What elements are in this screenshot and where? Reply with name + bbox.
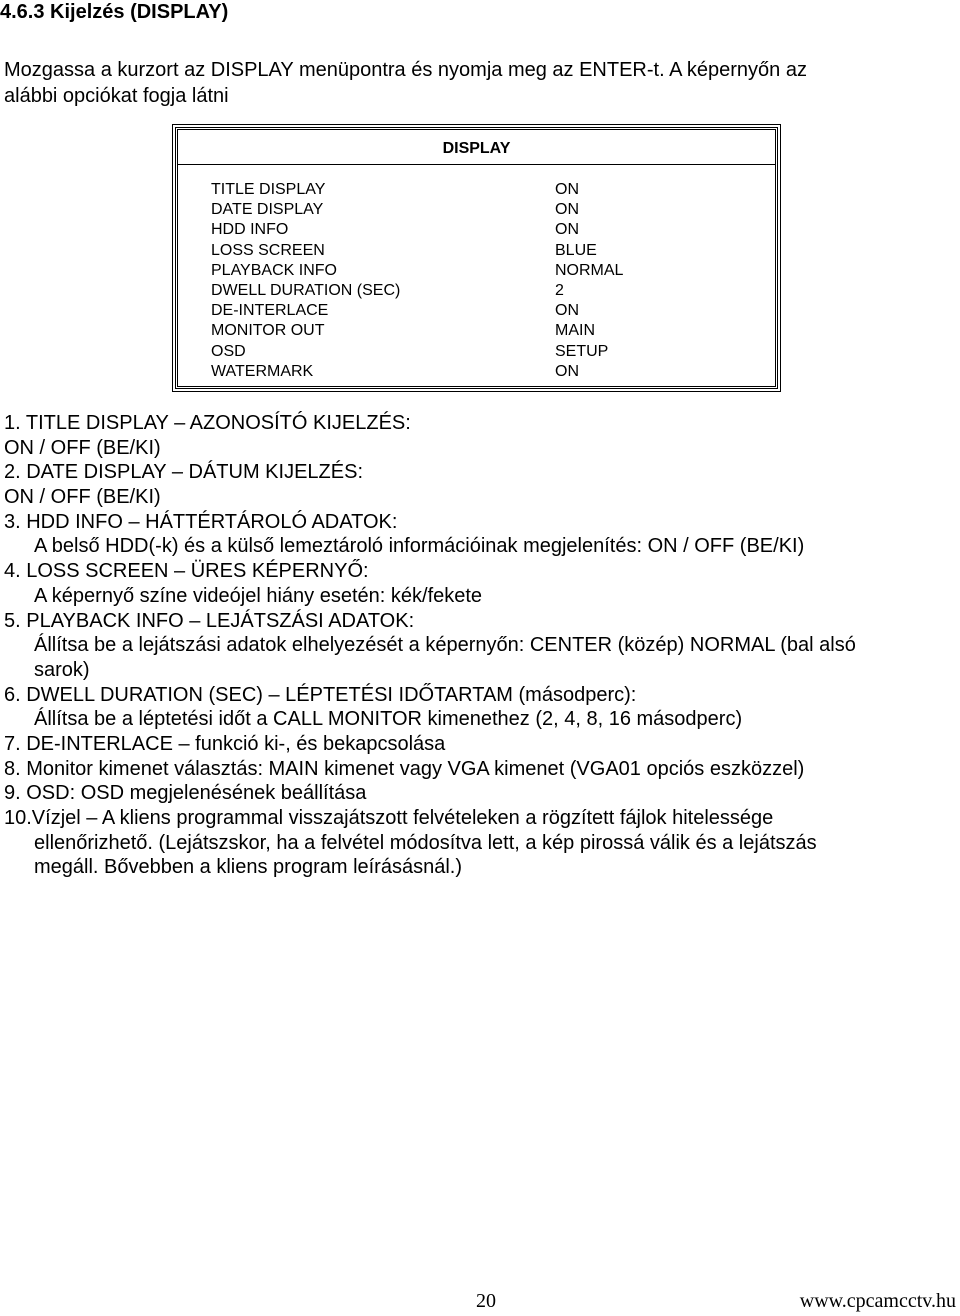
list-item-heading: 5. PLAYBACK INFO – LEJÁTSZÁSI ADATOK: [4,609,415,632]
menu-row-watermark [211,362,711,382]
menu-row-value: ON [555,181,579,198]
menu-row-value: ON [555,221,579,239]
menu-row-monitor-out [211,321,711,341]
menu-row-value: ON [555,302,579,320]
menu-row-label: MONITOR OUT [211,322,325,340]
menu-row-label: LOSS SCREEN [211,241,325,259]
menu-row-label: DATE DISPLAY [211,201,324,219]
menu-row-de-interlace [211,301,711,321]
list-item-detail: Állítsa be a lejátszási adatok elhelyezését a képernyőn: CENTER (közép) NORMAL (bal alsó [34,634,856,657]
menu-row-title-display [211,180,711,200]
list-item-detail: Állítsa be a léptetési időt a CALL MONITOR kimenethez (2, 4, 8, 16 másodperc) [34,708,743,731]
intro-line: Mozgassa a kurzort az DISPLAY menüpontra és nyomja meg az ENTER-t. A képernyőn az [4,59,807,81]
menu-row-osd [211,342,711,362]
menu-row-label: HDD INFO [211,221,289,239]
menu-row-label: DE-INTERLACE [211,302,329,320]
menu-row-date-display [211,200,711,220]
menu-row-label: WATERMARK [211,362,314,380]
menu-row-value: BLUE [555,241,597,259]
list-item-heading: 4. LOSS SCREEN – ÜRES KÉPERNYŐ: [4,560,369,583]
menu-row-dwell-duration [211,281,711,301]
intro-paragraph [4,57,954,109]
list-item-detail: A belső HDD(-k) és a külső lemeztároló információinak megjelenítés: ON / OFF (BE/KI) [34,535,805,558]
intro-line: alábbi opciókat fogja látni [4,85,229,107]
page-number: 20 [476,1290,496,1312]
menu-row-value: ON [555,201,579,219]
menu-row-label: TITLE DISPLAY [211,181,326,198]
menu-row-value: SETUP [555,342,609,360]
display-menu-box [175,127,778,389]
list-item-heading: 3. HDD INFO – HÁTTÉRTÁROLÓ ADATOK: [4,510,398,533]
website-footer: www.cpcamcctv.hu [799,1290,956,1312]
menu-row-value: NORMAL [555,261,624,279]
display-menu-title: DISPLAY [178,130,775,165]
menu-row-playback-info [211,261,711,281]
menu-row-label: OSD [211,342,246,360]
menu-row-value: MAIN [555,322,595,340]
menu-row-value: 2 [555,281,564,299]
menu-row-label: DWELL DURATION (SEC) [211,281,401,299]
list-item-detail: megáll. Bővebben a kliens program leírásásnál.) [34,856,462,879]
section-heading: 4.6.3 Kijelzés (DISPLAY) [0,1,229,23]
list-item-detail: A képernyő színe videójel hiány esetén: kék/fekete [34,584,483,607]
list-item-heading: 9. OSD: OSD megjelenésének beállítása [4,782,367,805]
list-item-heading: 10.Vízjel – A kliens programmal visszajátszott felvételeken a rögzített fájlok hitelessége [4,807,774,829]
list-item-detail: ellenőrizhető. (Lejátszskor, ha a felvétel módosítva lett, a kép pirossá válik és a lejátszás [34,831,817,854]
option-description-list [4,411,954,880]
list-item-heading: 7. DE-INTERLACE – funkció ki-, és bekapcsolása [4,732,446,755]
menu-row-hdd-info [211,220,711,240]
display-menu-rows [211,180,711,382]
list-item-detail: ON / OFF (BE/KI) [4,436,161,459]
menu-row-loss-screen [211,241,711,261]
menu-row-label: PLAYBACK INFO [211,261,337,279]
list-item-heading: 8. Monitor kimenet választás: MAIN kimenet vagy VGA kimenet (VGA01 opciós eszközzel) [4,757,805,780]
list-item-heading: 6. DWELL DURATION (SEC) – LÉPTETÉSI IDŐTARTAM (másodperc): [4,683,637,706]
menu-row-value: ON [555,362,579,380]
list-item-heading: 1. TITLE DISPLAY – AZONOSÍTÓ KIJELZÉS: [4,412,411,434]
list-item-detail: sarok) [34,658,90,681]
list-item-detail: ON / OFF (BE/KI) [4,486,161,509]
list-item-heading: 2. DATE DISPLAY – DÁTUM KIJELZÉS: [4,461,363,484]
